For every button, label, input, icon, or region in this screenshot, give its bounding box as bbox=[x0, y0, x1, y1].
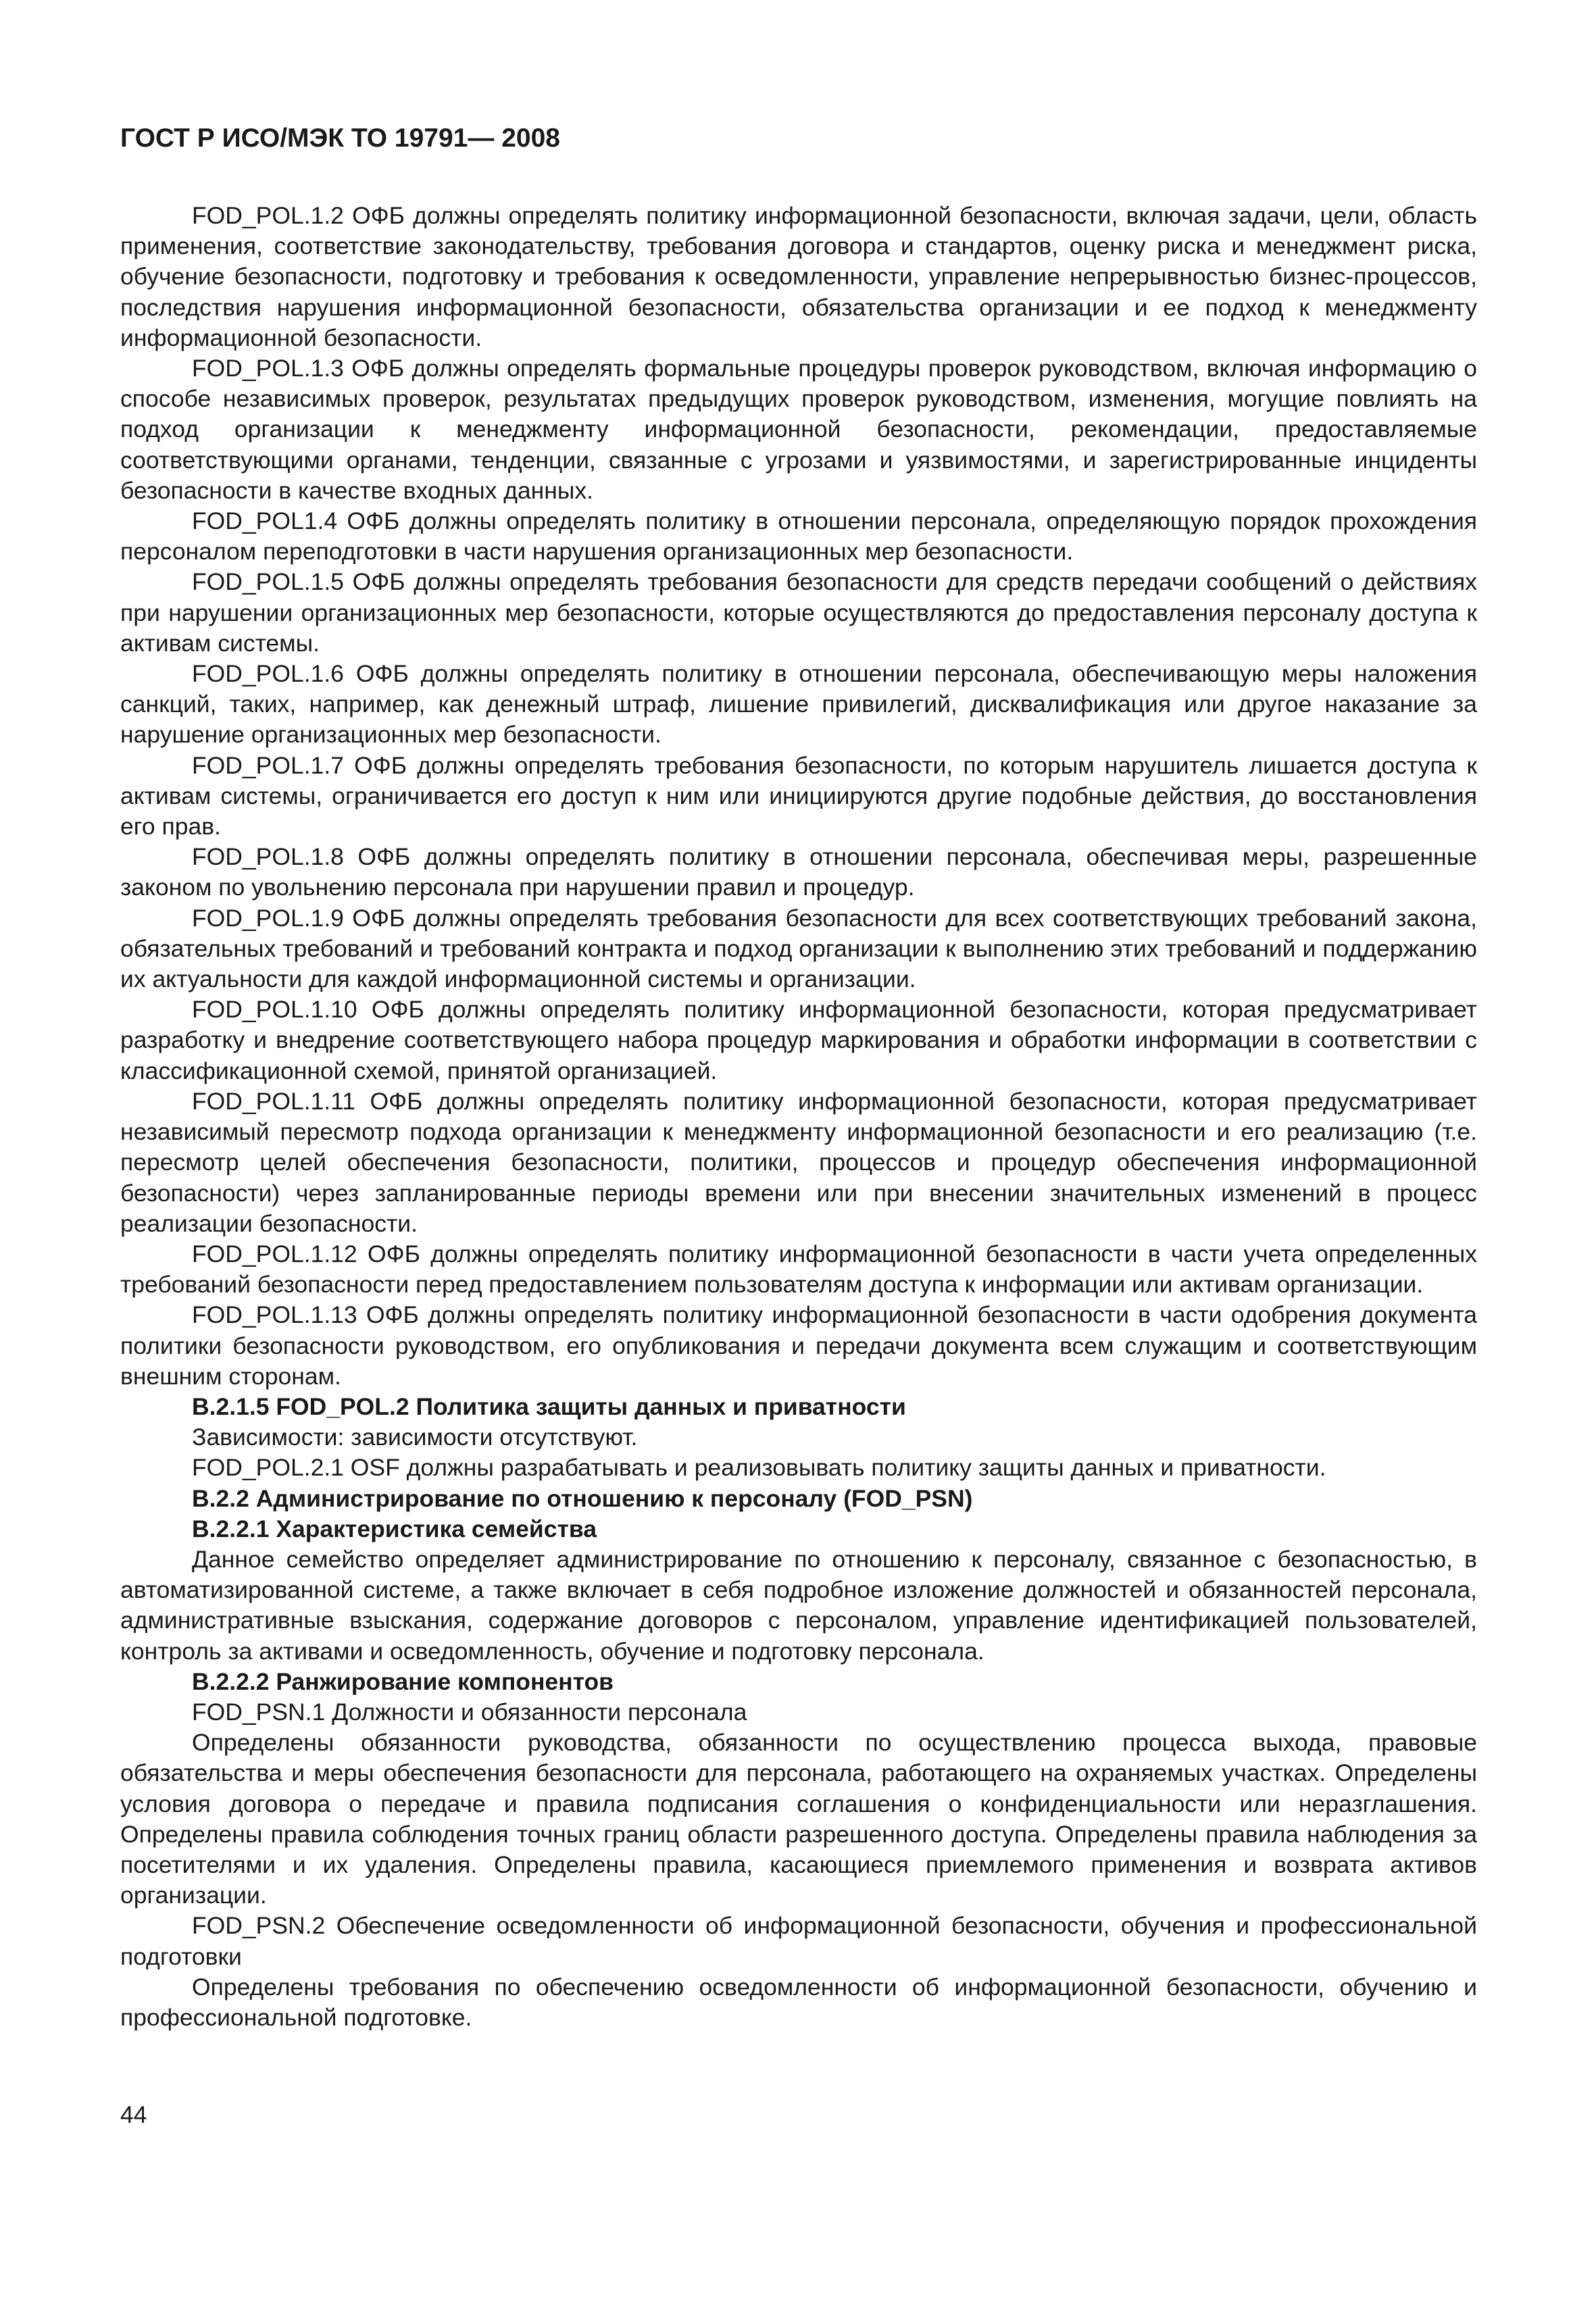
paragraph-fod-pol-1-12: FOD_POL.1.12 ОФБ должны определять политику информационной безопасности в части учета определенных требований безопасности перед предоставлением пользователям доступа к информации или активам организации. bbox=[120, 1240, 1477, 1299]
section-heading-b-2-2: В.2.2 Администрирование по отношению к персоналу (FOD_PSN) bbox=[192, 1484, 973, 1512]
page-number: 44 bbox=[120, 2101, 147, 2128]
paragraph-family-description: Данное семейство определяет администрирование по отношению к персоналу, связанное с безопасностью, в автоматизированной системе, а также включает в себя подробное изложение должностей и обязанностей персонала, административные взыскания, содержание договоров с персоналом, управление идентификацией пользователей, контроль за активами и осведомленность, обучение и подготовку персонала. bbox=[120, 1545, 1477, 1665]
section-heading-b-2-1-5: В.2.1.5 FOD_POL.2 Политика защиты данных и приватности bbox=[192, 1392, 906, 1420]
paragraph-fod-pol-1-7: FOD_POL.1.7 ОФБ должны определять требования безопасности, по которым нарушитель лишается доступа к активам системы, ограничивается его доступ к ним или инициируются другие подобные действия, до восстановления его прав. bbox=[120, 751, 1477, 840]
section-heading-b-2-2-1: В.2.2.1 Характеристика семейства bbox=[192, 1515, 597, 1542]
document-body bbox=[120, 201, 1477, 2033]
paragraph-fod-pol-1-4: FOD_POL1.4 ОФБ должны определять политику в отношении персонала, определяющую порядок прохождения персоналом переподготовки в части нарушения организационных мер безопасности. bbox=[120, 507, 1477, 565]
paragraph-fod-psn-1-title: FOD_PSN.1 Должности и обязанности персонала bbox=[192, 1698, 747, 1726]
paragraph-fod-psn-2-title: FOD_PSN.2 Обеспечение осведомленности об информационной безопасности, обучения и профессиональной подготовки bbox=[120, 1912, 1477, 1970]
paragraph-fod-pol-1-13: FOD_POL.1.13 ОФБ должны определять политику информационной безопасности в части одобрения документа политики безопасности руководством, его опубликования и передачи документа всем служащим и соответствующим внешним сторонам. bbox=[120, 1301, 1477, 1390]
paragraph-fod-pol-1-5: FOD_POL.1.5 ОФБ должны определять требования безопасности для средств передачи сообщений о действиях при нарушении организационных мер безопасности, которые осуществляются до предоставления персоналу доступа к активам системы. bbox=[120, 568, 1477, 657]
paragraph-fod-pol-1-6: FOD_POL.1.6 ОФБ должны определять политику в отношении персонала, обеспечивающую меры наложения санкций, таких, например, как денежный штраф, лишение привилегий, дисквалификация или другое наказание за нарушение организационных мер безопасности. bbox=[120, 660, 1477, 749]
document-header-title: ГОСТ Р ИСО/МЭК ТО 19791— 2008 bbox=[120, 124, 560, 153]
paragraph-fod-pol-1-8: FOD_POL.1.8 ОФБ должны определять политику в отношении персонала, обеспечивая меры, разрешенные законом по увольнению персонала при нарушении правил и процедур. bbox=[120, 843, 1477, 901]
paragraph-dependencies: Зависимости: зависимости отсутствуют. bbox=[192, 1424, 638, 1451]
section-heading-b-2-2-2: В.2.2.2 Ранжирование компонентов bbox=[192, 1667, 614, 1695]
paragraph-fod-pol-1-11: FOD_POL.1.11 ОФБ должны определять политику информационной безопасности, которая предусматривает независимый пересмотр подхода организации к менеджменту информационной безопасности и его реализацию (т.е. пересмотр целей обеспечения безопасности, политики, процессов и процедур обеспечения информационной безопасности) через запланированные периоды времени или при внесении значительных изменений в процесс реализации безопасности. bbox=[120, 1087, 1477, 1237]
paragraph-fod-pol-1-2: FOD_POL.1.2 ОФБ должны определять политику информационной безопасности, включая задачи, цели, область применения, соответствие законодательству, требования договора и стандартов, оценку риска и менеджмент риска, обучение безопасности, подготовку и требования к осведомленности, управление непрерывностью бизнес-процессов, последствия нарушения информационной безопасности, обязательства организации и ее подход к менеджменту информационной безопасности. bbox=[120, 202, 1477, 351]
paragraph-fod-pol-1-9: FOD_POL.1.9 ОФБ должны определять требования безопасности для всех соответствующих требований закона, обязательных требований и требований контракта и подход организации к выполнению этих требований и поддержанию их актуальности для каждой информационной системы и организации. bbox=[120, 904, 1477, 993]
paragraph-fod-psn-2-description: Определены требования по обеспечению осведомленности об информационной безопасности, обучению и профессиональной подготовке. bbox=[120, 1973, 1477, 2031]
paragraph-fod-psn-1-description: Определены обязанности руководства, обязанности по осуществлению процесса выхода, правовые обязательства и меры обеспечения безопасности для персонала, работающего на охраняемых участках. Определены условия договора о передаче и правила подписания соглашения о конфиденциальности или неразглашения. Определены правила соблюдения точных границ области разрешенного доступа. Определены правила наблюдения за посетителями и их удаления. Определены правила, касающиеся приемлемого применения и возврата активов организации. bbox=[120, 1729, 1477, 1909]
paragraph-fod-pol-1-10: FOD_POL.1.10 ОФБ должны определять политику информационной безопасности, которая предусматривает разработку и внедрение соответствующего набора процедур маркирования и обработки информации в соответствии с классификационной схемой, принятой организацией. bbox=[120, 996, 1477, 1084]
paragraph-fod-pol-1-3: FOD_POL.1.3 ОФБ должны определять формальные процедуры проверок руководством, включая информацию о способе независимых проверок, результатах предыдущих проверок руководством, изменения, могущие повлиять на подход организации к менеджменту информационной безопасности, рекомендации, предоставляемые соответствующими органами, тенденции, связанные с угрозами и уязвимостями, и зарегистрированные инциденты безопасности в качестве входных данных. bbox=[120, 355, 1477, 504]
paragraph-fod-pol-2-1: FOD_POL.2.1 OSF должны разрабатывать и реализовывать политику защиты данных и приватности. bbox=[192, 1454, 1326, 1482]
